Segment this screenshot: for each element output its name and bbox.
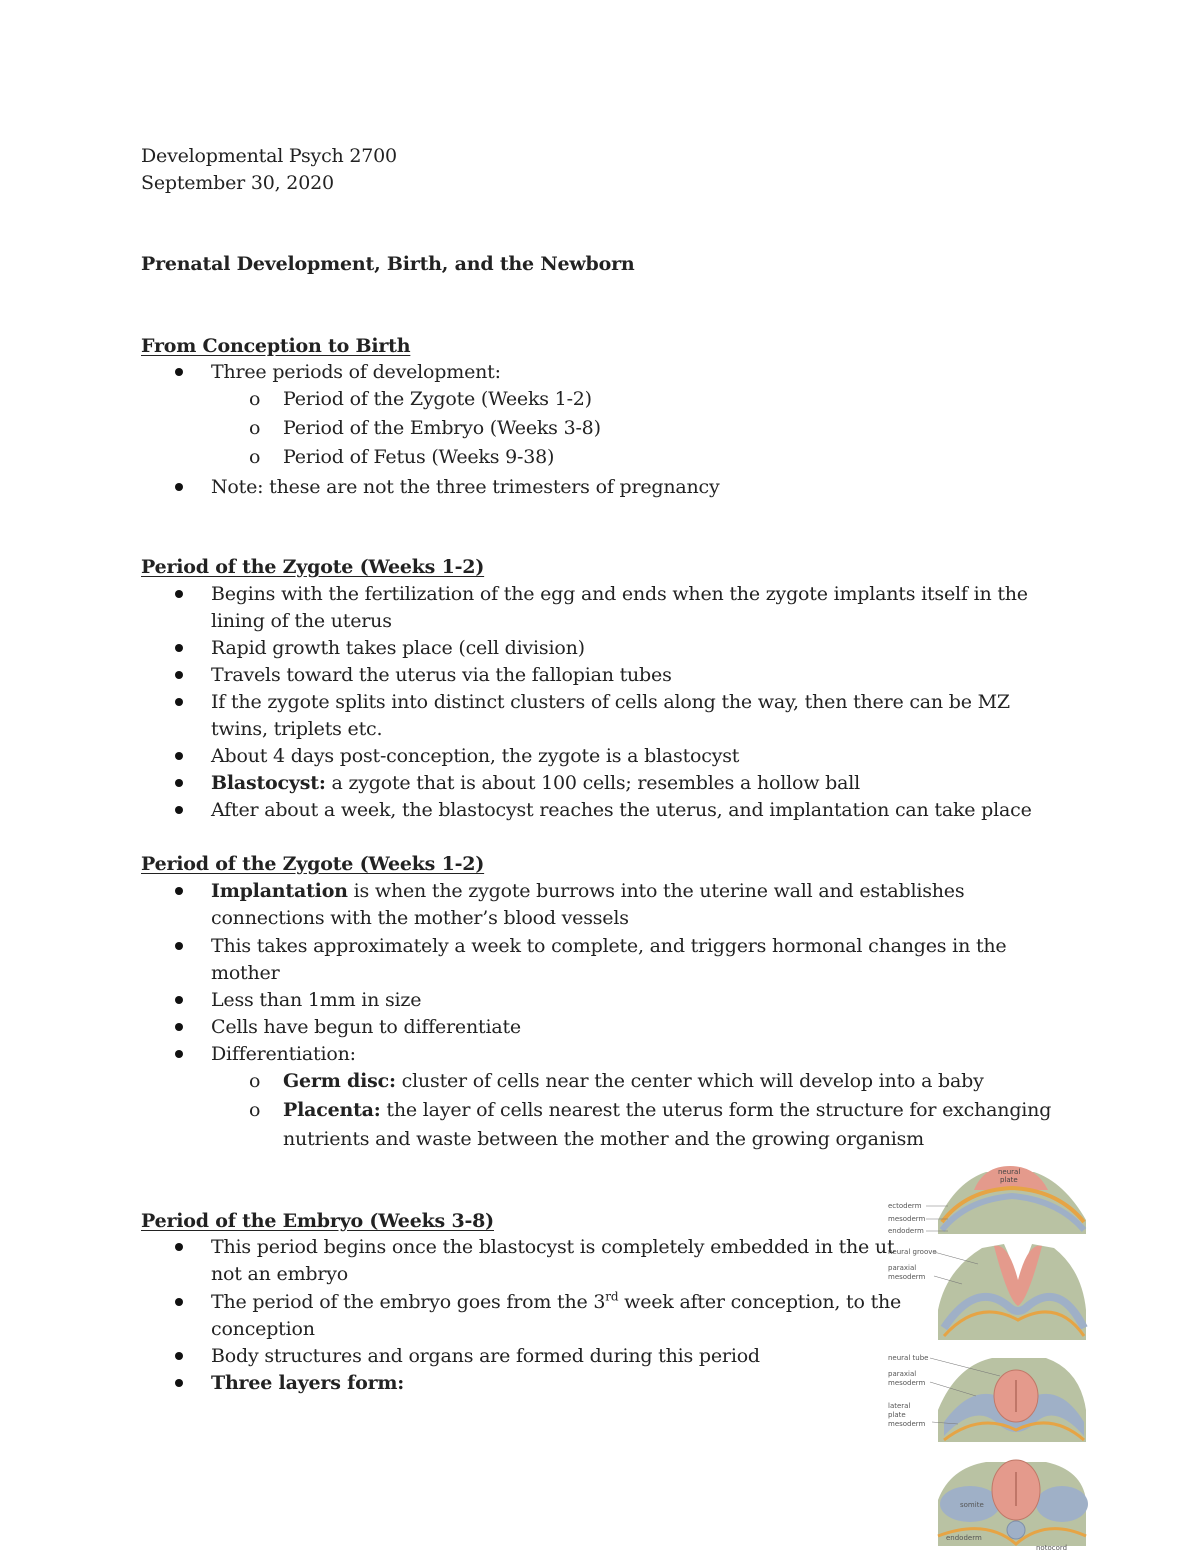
definition-text: a zygote that is about 100 cells; resembles a hollow ball (325, 772, 861, 794)
panel-neural-plate (888, 1166, 1088, 1235)
panel-neural-tube (888, 1354, 1086, 1442)
embryo-layers-figure (886, 1160, 1090, 1553)
figure-label: paraxial (888, 1370, 917, 1378)
bullet-icon (175, 1379, 183, 1387)
list-item: Note: these are not the three trimesters of pregnancy (211, 476, 720, 498)
section-heading-zygote-2: Period of the Zygote (Weeks 1-2) (141, 853, 485, 875)
sub-list-item: Period of Fetus (Weeks 9-38) (283, 446, 555, 468)
figure-label: endoderm (888, 1227, 924, 1235)
figure-label: endoderm (946, 1534, 982, 1542)
section-heading-embryo: Period of the Embryo (Weeks 3-8) (141, 1210, 494, 1232)
bullet-icon (175, 1243, 183, 1251)
list-item: If the zygote splits into distinct clusters of cells along the way, then there can be MZ (211, 691, 1010, 713)
bullet-icon (175, 483, 183, 491)
list-item (211, 878, 964, 905)
figure-label: lateral (888, 1402, 911, 1410)
list-item: Rapid growth takes place (cell division) (211, 637, 585, 659)
list-item: Cells have begun to differentiate (211, 1016, 521, 1038)
bullet-icon (175, 806, 183, 814)
bullet-icon (175, 1352, 183, 1360)
list-item (211, 1289, 901, 1316)
sub-list-item (283, 1068, 984, 1095)
figure-label: neural (998, 1168, 1021, 1176)
term-implantation: Implantation (211, 880, 348, 902)
embryo-layers-diagram (886, 1160, 1090, 1553)
figure-label: plate (888, 1411, 906, 1419)
figure-label: mesoderm (888, 1379, 926, 1387)
figure-label: notocord (1036, 1544, 1068, 1552)
term-placenta: Placenta: (283, 1099, 381, 1121)
sub-bullet-icon: o (249, 1099, 261, 1121)
sub-bullet-icon: o (249, 1070, 261, 1092)
list-item: Three periods of development: (211, 361, 501, 383)
list-item: This takes approximately a week to complete, and triggers hormonal changes in the (211, 935, 1007, 957)
figure-label: mesoderm (888, 1420, 926, 1428)
section-heading-zygote: Period of the Zygote (Weeks 1-2) (141, 556, 485, 578)
bullet-icon (175, 942, 183, 950)
sub-bullet-icon: o (249, 417, 261, 439)
figure-label: plate (1000, 1176, 1018, 1184)
figure-label: ectoderm (888, 1202, 922, 1210)
definition-text: cluster of cells near the center which will develop into a baby (395, 1070, 984, 1092)
list-item: Begins with the fertilization of the egg and ends when the zygote implants itself in the (211, 583, 1028, 605)
document-date: September 30, 2020 (141, 172, 334, 194)
term-blastocyst: Blastocyst: (211, 772, 326, 794)
definition-text: the layer of cells nearest the uterus form the structure for exchanging (380, 1099, 1052, 1121)
bullet-icon (175, 752, 183, 760)
list-item-continuation: lining of the uterus (211, 610, 392, 632)
list-item: This period begins once the blastocyst is completely embedded in the ut (211, 1236, 895, 1258)
document-title: Prenatal Development, Birth, and the Newborn (141, 253, 635, 275)
list-item-continuation: mother (211, 962, 280, 984)
text-span: week after conception, to the (618, 1291, 902, 1313)
list-item-continuation: twins, triplets etc. (211, 718, 383, 740)
definition-text: is when the zygote burrows into the uterine wall and establishes (347, 880, 965, 902)
panel-neural-groove (888, 1244, 1086, 1340)
bullet-icon (175, 887, 183, 895)
list-item: Body structures and organs are formed during this period (211, 1345, 760, 1367)
sub-bullet-icon: o (249, 446, 261, 468)
figure-label: mesoderm (888, 1273, 926, 1281)
text-span: The period of the embryo goes from the 3 (211, 1291, 606, 1313)
bullet-icon (175, 1023, 183, 1031)
bullet-icon (175, 644, 183, 652)
figure-label: neural tube (888, 1354, 929, 1362)
figure-label: mesoderm (888, 1215, 926, 1223)
list-item-continuation: nutrients and waste between the mother and the growing organism (283, 1128, 924, 1150)
list-item: Travels toward the uterus via the fallopian tubes (211, 664, 672, 686)
list-item-continuation: connections with the mother’s blood vessels (211, 907, 629, 929)
sub-bullet-icon: o (249, 388, 261, 410)
bullet-icon (175, 1050, 183, 1058)
list-item: Three layers form: (211, 1372, 405, 1394)
bullet-icon (175, 996, 183, 1004)
list-item: Less than 1mm in size (211, 989, 422, 1011)
figure-label: somite (960, 1501, 984, 1509)
superscript: rd (605, 1289, 619, 1304)
figure-label: paraxial (888, 1264, 917, 1272)
sub-list-item: Period of the Embryo (Weeks 3-8) (283, 417, 601, 439)
course-name: Developmental Psych 2700 (141, 145, 397, 167)
list-item: About 4 days post-conception, the zygote is a blastocyst (211, 745, 740, 767)
bullet-icon (175, 1298, 183, 1306)
sub-list-item: Period of the Zygote (Weeks 1-2) (283, 388, 592, 410)
bullet-icon (175, 590, 183, 598)
bullet-icon (175, 368, 183, 376)
bullet-icon (175, 671, 183, 679)
bullet-icon (175, 698, 183, 706)
sub-list-item (283, 1097, 1051, 1124)
list-item: After about a week, the blastocyst reaches the uterus, and implantation can take place (211, 799, 1032, 821)
bullet-icon (175, 779, 183, 787)
term-germ-disc: Germ disc: (283, 1070, 396, 1092)
figure-label: neural groove (888, 1248, 937, 1256)
section-heading-conception: From Conception to Birth (141, 335, 411, 357)
panel-somite (938, 1460, 1088, 1552)
list-item-continuation: not an embryo (211, 1263, 349, 1285)
list-item-continuation: conception (211, 1318, 315, 1340)
list-item: Differentiation: (211, 1043, 356, 1065)
list-item (211, 770, 860, 797)
